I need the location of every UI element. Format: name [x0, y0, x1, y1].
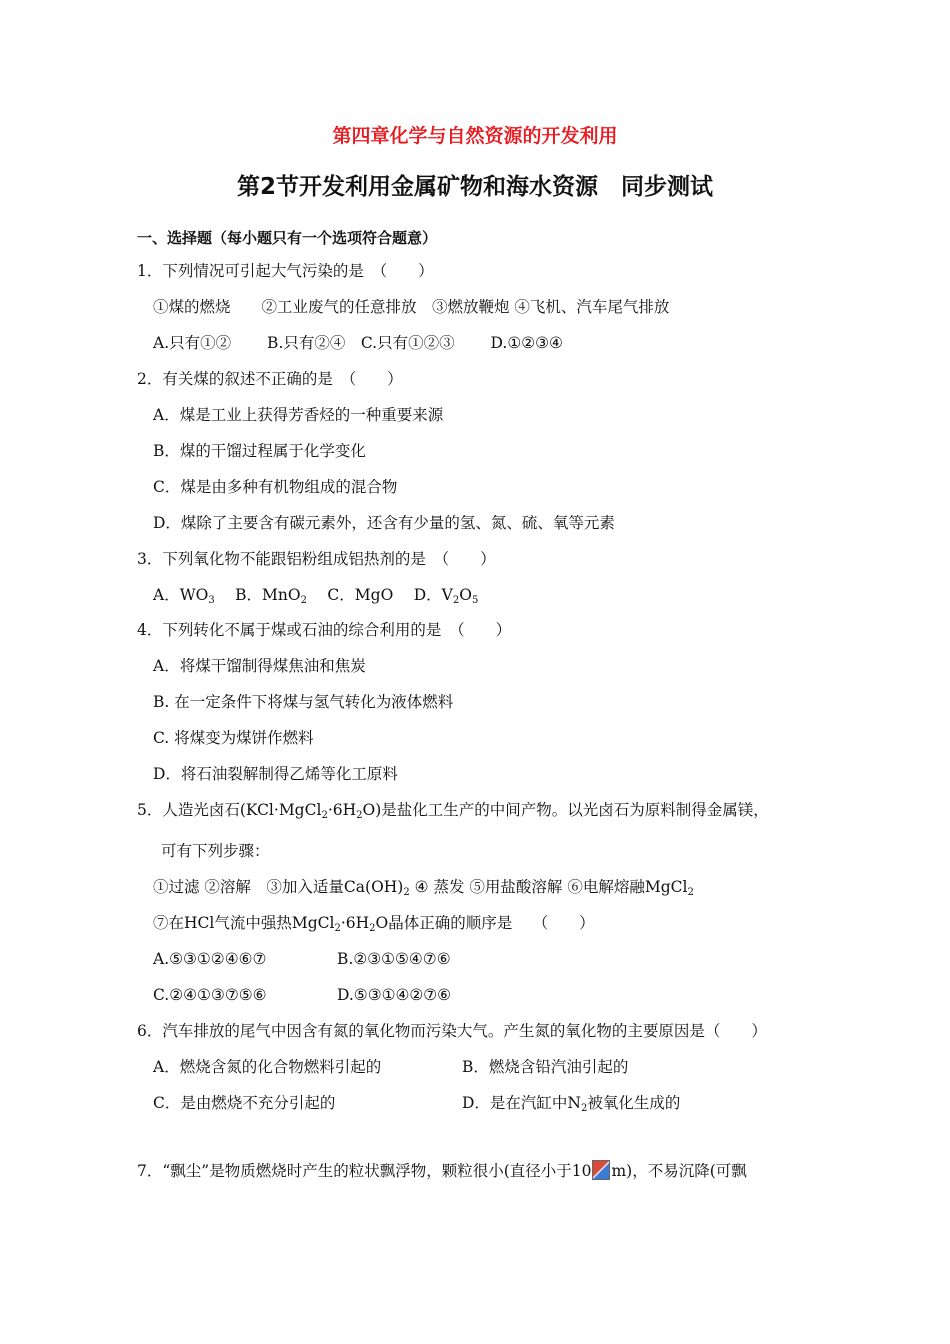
question-5-step-7: ⑦在HCl气流中强热$MgCl_2\cdot 6H_2O$晶体正确的顺序是 （ ） [153, 914, 595, 934]
question-3-options [153, 585, 478, 611]
section-title: 第2节开发利用金属矿物和海水资源 同步测试 [236, 174, 713, 200]
question-4-option-a: A．将煤干馏制得煤焦油和焦炭 [153, 657, 366, 675]
question-7-stem: 7．“飘尘”是物质燃烧时产生的粒状飘浮物，颗粒很小(直径小于10 m)，不易沉降(可飘 [137, 1162, 747, 1180]
question-4-stem: 4．下列转化不属于煤或石油的综合利用的是 （ ） [137, 621, 512, 639]
question-5-steps: ①过滤 ②溶解 ③加入适量$Ca(OH)_2$ ④ 蒸发 ⑤用盐酸溶解 ⑥电解熔融MgCl$_2$ [153, 878, 694, 898]
question-5-stem-cont: 可有下列步骤： [161, 842, 270, 860]
question-3-option-d: D．$V_2O_5$ [413, 586, 479, 606]
question-4-option-d: D．将石油裂解制得乙烯等化工原料 [153, 765, 398, 783]
question-4-option-c: C. 将煤变为煤饼作燃料 [153, 729, 314, 747]
question-2-option-b: B．煤的干馏过程属于化学变化 [153, 442, 366, 460]
question-3-stem: 3．下列氧化物不能跟铝粉组成铝热剂的是 （ ） [137, 550, 496, 568]
question-1-stem: 1．下列情况可引起大气污染的是 （ ） [137, 262, 434, 280]
question-5-option-d: D.⑤③①④②⑦⑥ [337, 986, 452, 1004]
question-5-stem: 5．人造光卤石$(KCl\cdot MgCl_2\cdot 6H_2O)$是盐化工生产的中间产物。以光卤石为原料制得金属镁， [137, 801, 769, 821]
question-1-options: A.只有①② B.只有②④ C.只有①②③ D.①②③④ [153, 334, 563, 352]
question-6-option-b: B．燃烧含铅汽油引起的 [462, 1058, 629, 1076]
question-2-stem: 2．有关煤的叙述不正确的是 （ ） [137, 370, 403, 388]
question-3-option-c: C．MgO [327, 586, 394, 604]
question-1-items: ①煤的燃烧 ②工业废气的任意排放 ③燃放鞭炮 ④飞机、汽车尾气排放 [153, 298, 670, 316]
question-3-option-a: A．$WO_3$ [153, 586, 215, 606]
micro-symbol-image-icon [592, 1160, 610, 1180]
part-heading: 一、选择题（每小题只有一个选项符合题意） [137, 229, 438, 247]
question-5-option-a: A.⑤③①②④⑥⑦ [153, 950, 267, 968]
question-6-option-a: A．燃烧含氮的化合物燃料引起的 [153, 1058, 382, 1076]
chapter-title: 第四章化学与自然资源的开发利用 [332, 125, 618, 147]
question-2-option-a: A．煤是工业上获得芳香烃的一种重要来源 [153, 406, 444, 424]
question-6-option-d: D．是在汽缸中$N_2$被氧化生成的 [462, 1094, 681, 1114]
question-5-option-b: B.②③①⑤④⑦⑥ [337, 950, 451, 968]
question-4-option-b: B. 在一定条件下将煤与氢气转化为液体燃料 [153, 693, 454, 711]
question-3-option-b: B．MnO$_2$ [235, 586, 307, 606]
question-6-option-c: C．是由燃烧不充分引起的 [153, 1094, 336, 1112]
question-2-option-d: D．煤除了主要含有碳元素外，还含有少量的氢、氮、硫、氧等元素 [153, 514, 615, 532]
question-6-stem: 6．汽车排放的尾气中因含有氮的氧化物而污染大气。产生氮的氧化物的主要原因是（ ） [137, 1022, 767, 1040]
question-5-option-c: C.②④①③⑦⑤⑥ [153, 986, 267, 1004]
question-2-option-c: C．煤是由多种有机物组成的混合物 [153, 478, 398, 496]
